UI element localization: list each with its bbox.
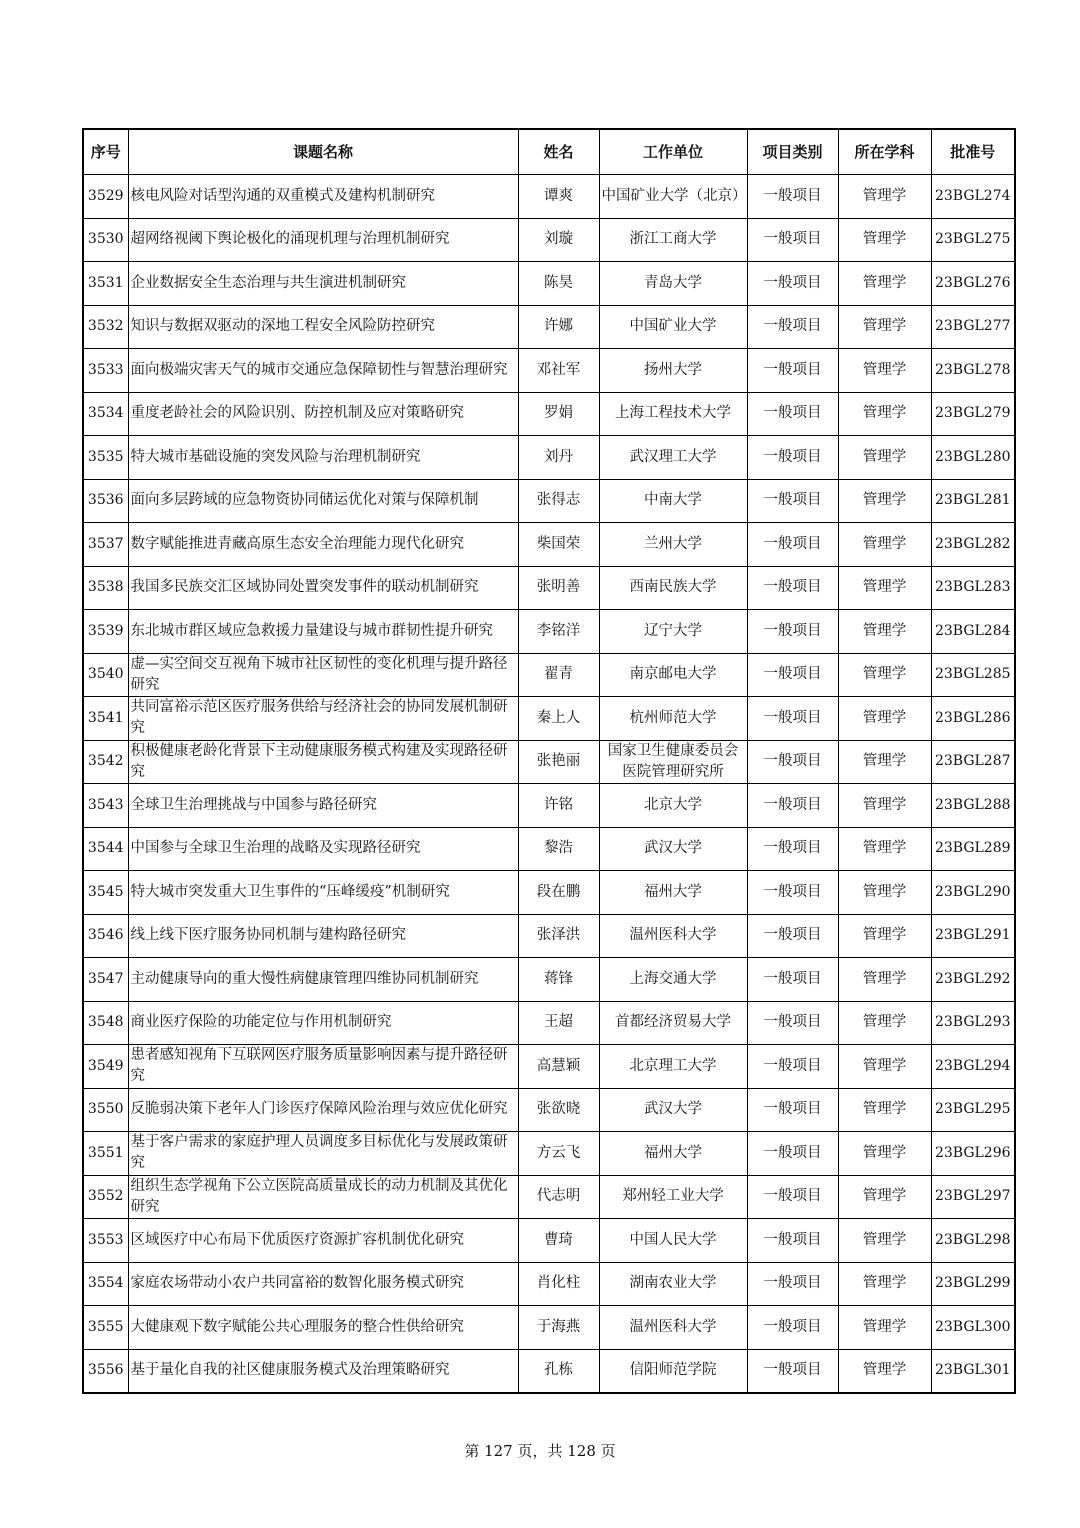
name-cell: 张得志: [518, 479, 599, 523]
discipline-cell: 管理学: [838, 436, 931, 480]
name-cell: 方云飞: [518, 1132, 599, 1176]
project-title-cell: 数字赋能推进青藏高原生态安全治理能力现代化研究: [128, 523, 518, 567]
discipline-cell: 管理学: [838, 1001, 931, 1045]
project-title-cell: 我国多民族交汇区域协同处置突发事件的联动机制研究: [128, 566, 518, 610]
project-category-cell: 一般项目: [747, 1262, 838, 1306]
project-title-cell: 特大城市突发重大卫生事件的“压峰缓疫”机制研究: [128, 871, 518, 915]
project-title-cell: 基于客户需求的家庭护理人员调度多目标优化与发展政策研究: [128, 1132, 518, 1176]
discipline-cell: 管理学: [838, 218, 931, 262]
approval-number-cell: 23BGL292: [931, 958, 1015, 1002]
approval-number-cell: 23BGL286: [931, 697, 1015, 741]
project-category-cell: 一般项目: [747, 218, 838, 262]
project-title-cell: 企业数据安全生态治理与共生演进机制研究: [128, 262, 518, 306]
discipline-cell: 管理学: [838, 305, 931, 349]
project-category-cell: 一般项目: [747, 610, 838, 654]
work-unit-cell: 西南民族大学: [599, 566, 747, 610]
table-row: [83, 1219, 1015, 1263]
discipline-cell: 管理学: [838, 1045, 931, 1089]
name-cell: 肖化柱: [518, 1262, 599, 1306]
name-cell: 黎浩: [518, 827, 599, 871]
table-row: [83, 1349, 1015, 1393]
approval-number-cell: 23BGL288: [931, 784, 1015, 828]
project-category-cell: 一般项目: [747, 958, 838, 1002]
table-row: [83, 697, 1015, 741]
work-unit-cell: 辽宁大学: [599, 610, 747, 654]
serial-number-cell: 3531: [83, 262, 128, 306]
serial-number-cell: 3542: [83, 740, 128, 784]
project-category-cell: 一般项目: [747, 392, 838, 436]
project-title-cell: 超网络视阈下舆论极化的涌现机理与治理机制研究: [128, 218, 518, 262]
serial-number-cell: 3530: [83, 218, 128, 262]
discipline-cell: 管理学: [838, 1175, 931, 1219]
name-cell: 孔栋: [518, 1349, 599, 1393]
approval-number-cell: 23BGL276: [931, 262, 1015, 306]
project-title-cell: 主动健康导向的重大慢性病健康管理四维协同机制研究: [128, 958, 518, 1002]
project-title-cell: 积极健康老龄化背景下主动健康服务模式构建及实现路径研究: [128, 740, 518, 784]
serial-number-cell: 3534: [83, 392, 128, 436]
header-serial-number: 序号: [83, 129, 128, 175]
name-cell: 代志明: [518, 1175, 599, 1219]
table-row: [83, 1306, 1015, 1350]
project-category-cell: 一般项目: [747, 784, 838, 828]
project-title-cell: 核电风险对话型沟通的双重模式及建构机制研究: [128, 175, 518, 219]
work-unit-cell: 信阳师范学院: [599, 1349, 747, 1393]
serial-number-cell: 3546: [83, 914, 128, 958]
work-unit-cell: 南京邮电大学: [599, 653, 747, 697]
project-title-cell: 中国参与全球卫生治理的战略及实现路径研究: [128, 827, 518, 871]
table-row: [83, 305, 1015, 349]
discipline-cell: 管理学: [838, 740, 931, 784]
project-title-cell: 知识与数据双驱动的深地工程安全风险防控研究: [128, 305, 518, 349]
approval-number-cell: 23BGL297: [931, 1175, 1015, 1219]
project-category-cell: 一般项目: [747, 1349, 838, 1393]
project-title-cell: 组织生态学视角下公立医院高质量成长的动力机制及其优化研究: [128, 1175, 518, 1219]
name-cell: 刘璇: [518, 218, 599, 262]
table-row: [83, 566, 1015, 610]
name-cell: 王超: [518, 1001, 599, 1045]
header-project-title: 课题名称: [128, 129, 518, 175]
table-row: [83, 1175, 1015, 1219]
work-unit-cell: 温州医科大学: [599, 1306, 747, 1350]
approval-number-cell: 23BGL300: [931, 1306, 1015, 1350]
name-cell: 许铭: [518, 784, 599, 828]
name-cell: 秦上人: [518, 697, 599, 741]
work-unit-cell: 首都经济贸易大学: [599, 1001, 747, 1045]
work-unit-cell: 湖南农业大学: [599, 1262, 747, 1306]
approval-number-cell: 23BGL280: [931, 436, 1015, 480]
project-list-table: [82, 128, 1016, 1394]
table-row: [83, 392, 1015, 436]
project-category-cell: 一般项目: [747, 349, 838, 393]
approval-number-cell: 23BGL294: [931, 1045, 1015, 1089]
project-category-cell: 一般项目: [747, 697, 838, 741]
table-body: [83, 175, 1015, 1394]
project-category-cell: 一般项目: [747, 827, 838, 871]
table-row: [83, 1045, 1015, 1089]
work-unit-cell: 福州大学: [599, 871, 747, 915]
project-category-cell: 一般项目: [747, 175, 838, 219]
name-cell: 蒋锋: [518, 958, 599, 1002]
approval-number-cell: 23BGL277: [931, 305, 1015, 349]
work-unit-cell: 北京理工大学: [599, 1045, 747, 1089]
work-unit-cell: 青岛大学: [599, 262, 747, 306]
project-category-cell: 一般项目: [747, 1001, 838, 1045]
work-unit-cell: 武汉大学: [599, 827, 747, 871]
approval-number-cell: 23BGL279: [931, 392, 1015, 436]
project-title-cell: 商业医疗保险的功能定位与作用机制研究: [128, 1001, 518, 1045]
approval-number-cell: 23BGL289: [931, 827, 1015, 871]
name-cell: 邓社军: [518, 349, 599, 393]
table-row: [83, 479, 1015, 523]
table-row: [83, 1262, 1015, 1306]
serial-number-cell: 3554: [83, 1262, 128, 1306]
name-cell: 张欲晓: [518, 1088, 599, 1132]
table-row: [83, 262, 1015, 306]
serial-number-cell: 3549: [83, 1045, 128, 1089]
table-row: [83, 740, 1015, 784]
project-category-cell: 一般项目: [747, 740, 838, 784]
approval-number-cell: 23BGL299: [931, 1262, 1015, 1306]
approval-number-cell: 23BGL275: [931, 218, 1015, 262]
serial-number-cell: 3543: [83, 784, 128, 828]
project-title-cell: 基于量化自我的社区健康服务模式及治理策略研究: [128, 1349, 518, 1393]
name-cell: 许娜: [518, 305, 599, 349]
project-category-cell: 一般项目: [747, 871, 838, 915]
approval-number-cell: 23BGL284: [931, 610, 1015, 654]
serial-number-cell: 3552: [83, 1175, 128, 1219]
discipline-cell: 管理学: [838, 262, 931, 306]
approval-number-cell: 23BGL290: [931, 871, 1015, 915]
table-row: [83, 958, 1015, 1002]
name-cell: 李铭洋: [518, 610, 599, 654]
header-discipline: 所在学科: [838, 129, 931, 175]
project-category-cell: 一般项目: [747, 1306, 838, 1350]
approval-number-cell: 23BGL274: [931, 175, 1015, 219]
project-title-cell: 面向极端灾害天气的城市交通应急保障韧性与智慧治理研究: [128, 349, 518, 393]
header-approval-number: 批准号: [931, 129, 1015, 175]
name-cell: 陈昊: [518, 262, 599, 306]
table-row: [83, 436, 1015, 480]
work-unit-cell: 中国人民大学: [599, 1219, 747, 1263]
approval-number-cell: 23BGL301: [931, 1349, 1015, 1393]
work-unit-cell: 浙江工商大学: [599, 218, 747, 262]
discipline-cell: 管理学: [838, 784, 931, 828]
discipline-cell: 管理学: [838, 392, 931, 436]
header-project-category: 项目类别: [747, 129, 838, 175]
table-row: [83, 871, 1015, 915]
serial-number-cell: 3537: [83, 523, 128, 567]
table-row: [83, 218, 1015, 262]
project-title-cell: 线上线下医疗服务协同机制与建构路径研究: [128, 914, 518, 958]
project-category-cell: 一般项目: [747, 1132, 838, 1176]
serial-number-cell: 3548: [83, 1001, 128, 1045]
work-unit-cell: 上海工程技术大学: [599, 392, 747, 436]
discipline-cell: 管理学: [838, 566, 931, 610]
header-name: 姓名: [518, 129, 599, 175]
discipline-cell: 管理学: [838, 827, 931, 871]
project-category-cell: 一般项目: [747, 305, 838, 349]
discipline-cell: 管理学: [838, 958, 931, 1002]
table-row: [83, 914, 1015, 958]
project-title-cell: 大健康观下数字赋能公共心理服务的整合性供给研究: [128, 1306, 518, 1350]
table-row: [83, 1001, 1015, 1045]
discipline-cell: 管理学: [838, 653, 931, 697]
name-cell: 段在鹏: [518, 871, 599, 915]
work-unit-cell: 武汉理工大学: [599, 436, 747, 480]
page-number-footer: 第 127 页，共 128 页: [464, 1442, 616, 1460]
project-title-cell: 反脆弱决策下老年人门诊医疗保障风险治理与效应优化研究: [128, 1088, 518, 1132]
serial-number-cell: 3547: [83, 958, 128, 1002]
project-title-cell: 东北城市群区域应急救援力量建设与城市群韧性提升研究: [128, 610, 518, 654]
serial-number-cell: 3532: [83, 305, 128, 349]
table-row: [83, 827, 1015, 871]
approval-number-cell: 23BGL287: [931, 740, 1015, 784]
work-unit-cell: 中南大学: [599, 479, 747, 523]
project-category-cell: 一般项目: [747, 262, 838, 306]
table-row: [83, 349, 1015, 393]
name-cell: 曹琦: [518, 1219, 599, 1263]
project-category-cell: 一般项目: [747, 1175, 838, 1219]
name-cell: 刘丹: [518, 436, 599, 480]
work-unit-cell: 扬州大学: [599, 349, 747, 393]
serial-number-cell: 3533: [83, 349, 128, 393]
work-unit-cell: 中国矿业大学（北京）: [599, 175, 747, 219]
name-cell: 翟青: [518, 653, 599, 697]
table-row: [83, 610, 1015, 654]
table-row: [83, 523, 1015, 567]
project-category-cell: 一般项目: [747, 1219, 838, 1263]
approval-number-cell: 23BGL298: [931, 1219, 1015, 1263]
work-unit-cell: 福州大学: [599, 1132, 747, 1176]
work-unit-cell: 上海交通大学: [599, 958, 747, 1002]
header-work-unit: 工作单位: [599, 129, 747, 175]
discipline-cell: 管理学: [838, 1132, 931, 1176]
discipline-cell: 管理学: [838, 1219, 931, 1263]
project-title-cell: 特大城市基础设施的突发风险与治理机制研究: [128, 436, 518, 480]
project-title-cell: 全球卫生治理挑战与中国参与路径研究: [128, 784, 518, 828]
serial-number-cell: 3544: [83, 827, 128, 871]
table-header-row: [83, 129, 1015, 175]
discipline-cell: 管理学: [838, 1088, 931, 1132]
serial-number-cell: 3553: [83, 1219, 128, 1263]
name-cell: 张明善: [518, 566, 599, 610]
name-cell: 张泽洪: [518, 914, 599, 958]
serial-number-cell: 3551: [83, 1132, 128, 1176]
project-category-cell: 一般项目: [747, 653, 838, 697]
serial-number-cell: 3550: [83, 1088, 128, 1132]
discipline-cell: 管理学: [838, 479, 931, 523]
project-category-cell: 一般项目: [747, 523, 838, 567]
serial-number-cell: 3535: [83, 436, 128, 480]
discipline-cell: 管理学: [838, 523, 931, 567]
project-title-cell: 区域医疗中心布局下优质医疗资源扩容机制优化研究: [128, 1219, 518, 1263]
discipline-cell: 管理学: [838, 871, 931, 915]
table-row: [83, 1132, 1015, 1176]
name-cell: 罗娟: [518, 392, 599, 436]
project-title-cell: 共同富裕示范区医疗服务供给与经济社会的协同发展机制研究: [128, 697, 518, 741]
approval-number-cell: 23BGL296: [931, 1132, 1015, 1176]
approval-number-cell: 23BGL295: [931, 1088, 1015, 1132]
project-title-cell: 患者感知视角下互联网医疗服务质量影响因素与提升路径研究: [128, 1045, 518, 1089]
serial-number-cell: 3541: [83, 697, 128, 741]
serial-number-cell: 3555: [83, 1306, 128, 1350]
serial-number-cell: 3529: [83, 175, 128, 219]
approval-number-cell: 23BGL283: [931, 566, 1015, 610]
approval-number-cell: 23BGL291: [931, 914, 1015, 958]
work-unit-cell: 中国矿业大学: [599, 305, 747, 349]
discipline-cell: 管理学: [838, 1349, 931, 1393]
discipline-cell: 管理学: [838, 349, 931, 393]
project-category-cell: 一般项目: [747, 566, 838, 610]
serial-number-cell: 3545: [83, 871, 128, 915]
project-category-cell: 一般项目: [747, 479, 838, 523]
work-unit-cell: 北京大学: [599, 784, 747, 828]
serial-number-cell: 3536: [83, 479, 128, 523]
project-category-cell: 一般项目: [747, 1045, 838, 1089]
discipline-cell: 管理学: [838, 697, 931, 741]
project-title-cell: 家庭农场带动小农户共同富裕的数智化服务模式研究: [128, 1262, 518, 1306]
name-cell: 谭爽: [518, 175, 599, 219]
approval-number-cell: 23BGL285: [931, 653, 1015, 697]
project-title-cell: 面向多层跨域的应急物资协同储运优化对策与保障机制: [128, 479, 518, 523]
discipline-cell: 管理学: [838, 610, 931, 654]
work-unit-cell: 国家卫生健康委员会医院管理研究所: [599, 740, 747, 784]
serial-number-cell: 3539: [83, 610, 128, 654]
table-row: [83, 175, 1015, 219]
name-cell: 柴国荣: [518, 523, 599, 567]
project-category-cell: 一般项目: [747, 436, 838, 480]
project-title-cell: 虚—实空间交互视角下城市社区韧性的变化机理与提升路径研究: [128, 653, 518, 697]
project-category-cell: 一般项目: [747, 1088, 838, 1132]
table-row: [83, 653, 1015, 697]
project-category-cell: 一般项目: [747, 914, 838, 958]
table-row: [83, 1088, 1015, 1132]
name-cell: 高慧颖: [518, 1045, 599, 1089]
approval-number-cell: 23BGL281: [931, 479, 1015, 523]
serial-number-cell: 3540: [83, 653, 128, 697]
discipline-cell: 管理学: [838, 914, 931, 958]
discipline-cell: 管理学: [838, 1306, 931, 1350]
work-unit-cell: 兰州大学: [599, 523, 747, 567]
approval-number-cell: 23BGL278: [931, 349, 1015, 393]
discipline-cell: 管理学: [838, 1262, 931, 1306]
work-unit-cell: 武汉大学: [599, 1088, 747, 1132]
serial-number-cell: 3556: [83, 1349, 128, 1393]
table-row: [83, 784, 1015, 828]
work-unit-cell: 杭州师范大学: [599, 697, 747, 741]
approval-number-cell: 23BGL282: [931, 523, 1015, 567]
name-cell: 于海燕: [518, 1306, 599, 1350]
project-title-cell: 重度老龄社会的风险识别、防控机制及应对策略研究: [128, 392, 518, 436]
serial-number-cell: 3538: [83, 566, 128, 610]
discipline-cell: 管理学: [838, 175, 931, 219]
work-unit-cell: 温州医科大学: [599, 914, 747, 958]
work-unit-cell: 郑州轻工业大学: [599, 1175, 747, 1219]
name-cell: 张艳丽: [518, 740, 599, 784]
approval-number-cell: 23BGL293: [931, 1001, 1015, 1045]
